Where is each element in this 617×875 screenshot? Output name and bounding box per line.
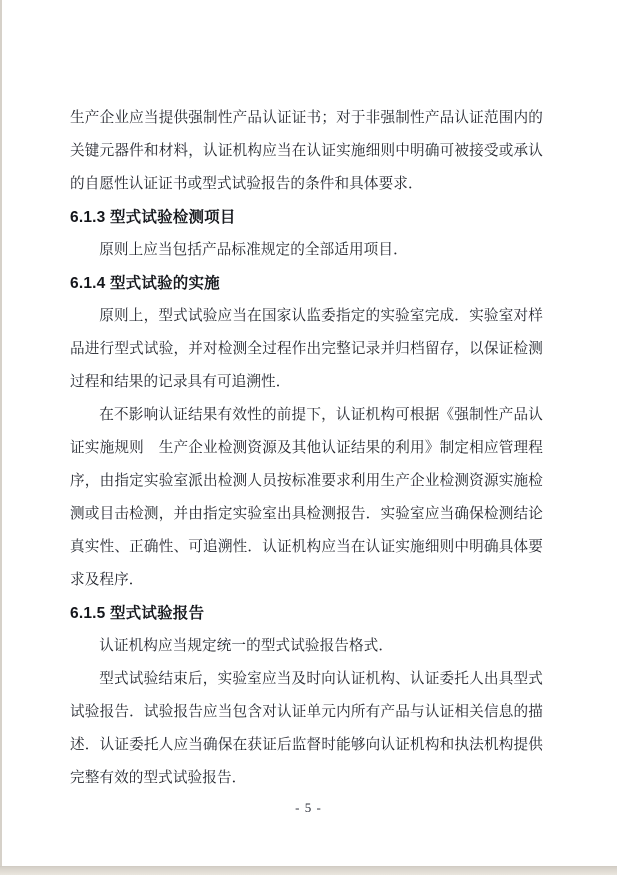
section-heading-6-1-3: 6.1.3 型式试验检测项目 xyxy=(70,209,236,226)
paragraph-6-1-3: 原则上应当包括产品标准规定的全部适用项目． xyxy=(99,242,408,258)
page-edge-bottom xyxy=(0,866,617,875)
paragraph-continuation: 生产企业应当提供强制性产品认证证书；对于非强制性产品认证范围内的关键元器件和材料，认证机构应当在认证实施细则中明确可被接受或承认的自愿性认证证书或型式试验报告的条件和具体要求． xyxy=(70,110,543,192)
document-content xyxy=(70,102,543,795)
paragraph-6-1-4-1: 原则上，型式试验应当在国家认监委指定的实验室完成．实验室对样品进行型式试验，并对检测全过程作出完整记录并归档留存，以保证检测过程和结果的记录具有可追溯性． xyxy=(70,308,543,390)
paragraph-6-1-5-2: 型式试验结束后，实验室应当及时向认证机构、认证委托人出具型式试验报告．试验报告应当包含对认证单元内所有产品与认证相关信息的描述．认证委托人应当确保在获证后监督时能够向认证机构和执法机构提供完整有效的型式试验报告． xyxy=(70,671,543,786)
paragraph-6-1-4-2: 在不影响认证结果有效性的前提下，认证机构可根据《强制性产品认证实施规则 生产企业检测资源及其他认证结果的利用》制定相应管理程序，由指定实验室派出检测人员按标准要求利用生产企业检测资源实施检测或目击检测，并由指定实验室出具检测报告．实验室应当确保检测结论真实性、正确性、可追溯性．认证机构应当在认证实施细则中明确具体要求及程序． xyxy=(70,407,543,588)
page-number: - 5 - xyxy=(295,800,322,815)
section-heading-6-1-4: 6.1.4 型式试验的实施 xyxy=(70,275,220,292)
page-edge-left xyxy=(0,0,2,875)
paragraph-6-1-5-1: 认证机构应当规定统一的型式试验报告格式． xyxy=(99,638,394,654)
section-heading-6-1-5: 6.1.5 型式试验报告 xyxy=(70,605,205,622)
